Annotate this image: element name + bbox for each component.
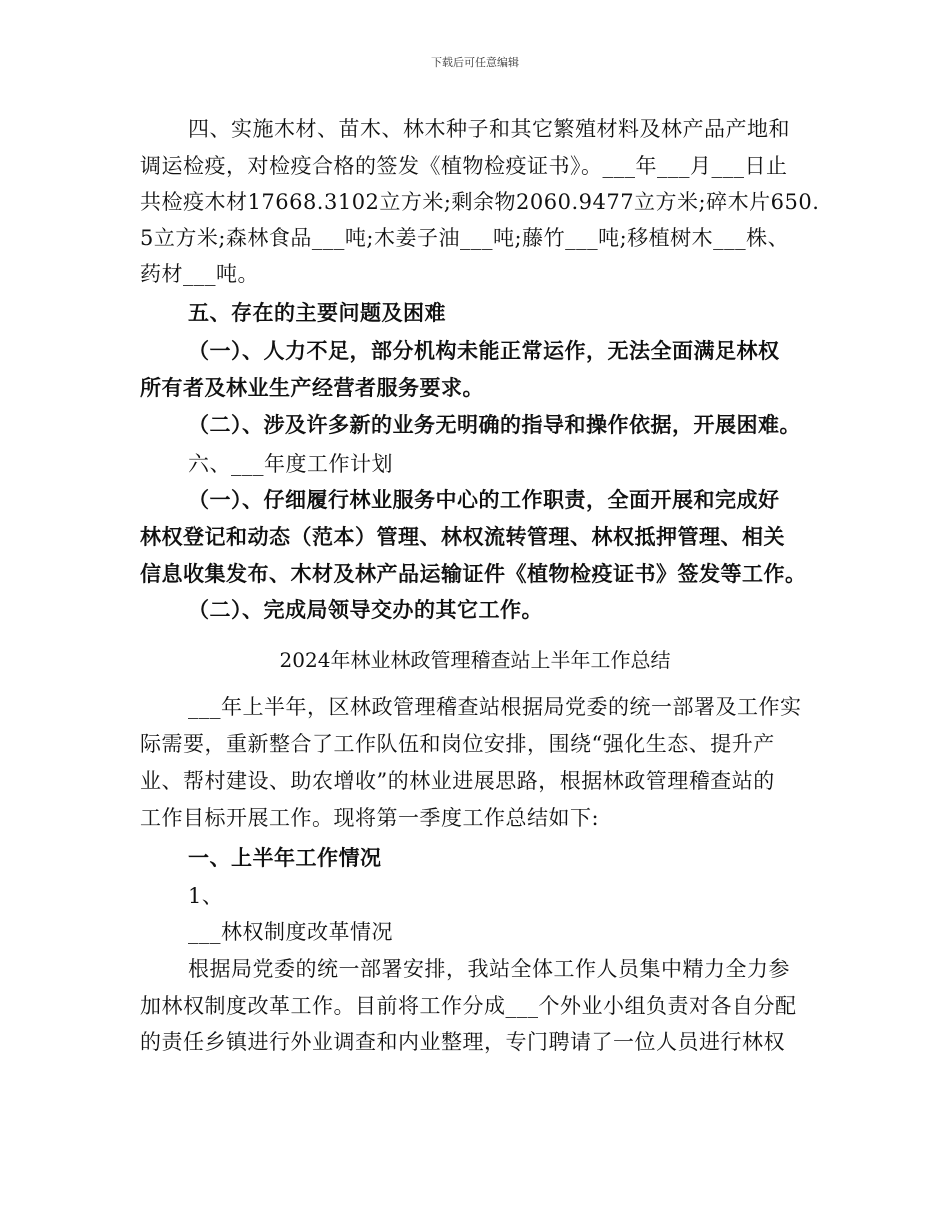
paragraph-line: 际需要，重新整合了工作队伍和岗位安排，围绕“强化生态、提升产 — [140, 732, 775, 756]
paragraph-line: 工作目标开展工作。现将第一季度工作总结如下: — [140, 806, 600, 830]
page-header: 下载后可任意编辑 — [431, 56, 519, 69]
document-title: 2024年林业林政管理稽查站上半年工作总结 — [279, 648, 671, 672]
paragraph-line: （二）、涉及许多新的业务无明确的指导和操作依据，开展困难。 — [188, 412, 801, 437]
paragraph-line: 的责任乡镇进行外业调查和内业整理，专门聘请了一位人员进行林权 — [140, 1030, 785, 1054]
paragraph-line: 林权登记和动态（范本）管理、林权流转管理、林权抵押管理、相关 — [140, 524, 785, 549]
paragraph-line: 调运检疫，对检疫合格的签发《植物检疫证书》。___年___月___日止 — [140, 154, 788, 178]
paragraph-line: （二）、完成局领导交办的其它工作。 — [188, 597, 543, 622]
paragraph-line: 信息收集发布、木材及林产品运输证件《植物检疫证书》签发等工作。 — [140, 561, 807, 586]
section-heading: 五、存在的主要问题及困难 — [188, 300, 446, 325]
paragraph-line: （一）、仔细履行林业服务中心的工作职责，全面开展和完成好 — [188, 487, 780, 512]
paragraph-line: ___年上半年，区林政管理稽查站根据局党委的统一部署及工作实 — [188, 695, 802, 719]
paragraph-line: 共检疫木材17668.3102立方米;剩余物2060.9477立方米;碎木片650. — [140, 190, 820, 214]
paragraph-line: 5立方米;森林食品___吨;木姜子油___吨;藤竹___吨;移植树木___株、 — [140, 226, 790, 250]
paragraph-line: （一）、人力不足，部分机构未能正常运作，无法全面满足林权 — [188, 338, 780, 363]
paragraph-line: 业、帮村建设、助农增收”的林业进展思路，根据林政管理稽查站的 — [140, 769, 775, 793]
list-number: 1、 — [188, 884, 224, 908]
section-heading: 一、上半年工作情况 — [188, 845, 382, 870]
paragraph-line: 加林权制度改革工作。目前将工作分成___个外业小组负责对各自分配 — [140, 994, 797, 1018]
paragraph-line: 四、实施木材、苗木、林木种子和其它繁殖材料及林产品产地和 — [188, 117, 790, 141]
paragraph-line: 根据局党委的统一部署安排，我站全体工作人员集中精力全力参 — [188, 957, 790, 981]
subsection-heading: ___林权制度改革情况 — [188, 920, 393, 944]
paragraph-line: 药材___吨。 — [140, 262, 259, 286]
section-heading: 六、___年度工作计划 — [188, 452, 393, 476]
paragraph-line: 所有者及林业生产经营者服务要求。 — [140, 375, 484, 400]
